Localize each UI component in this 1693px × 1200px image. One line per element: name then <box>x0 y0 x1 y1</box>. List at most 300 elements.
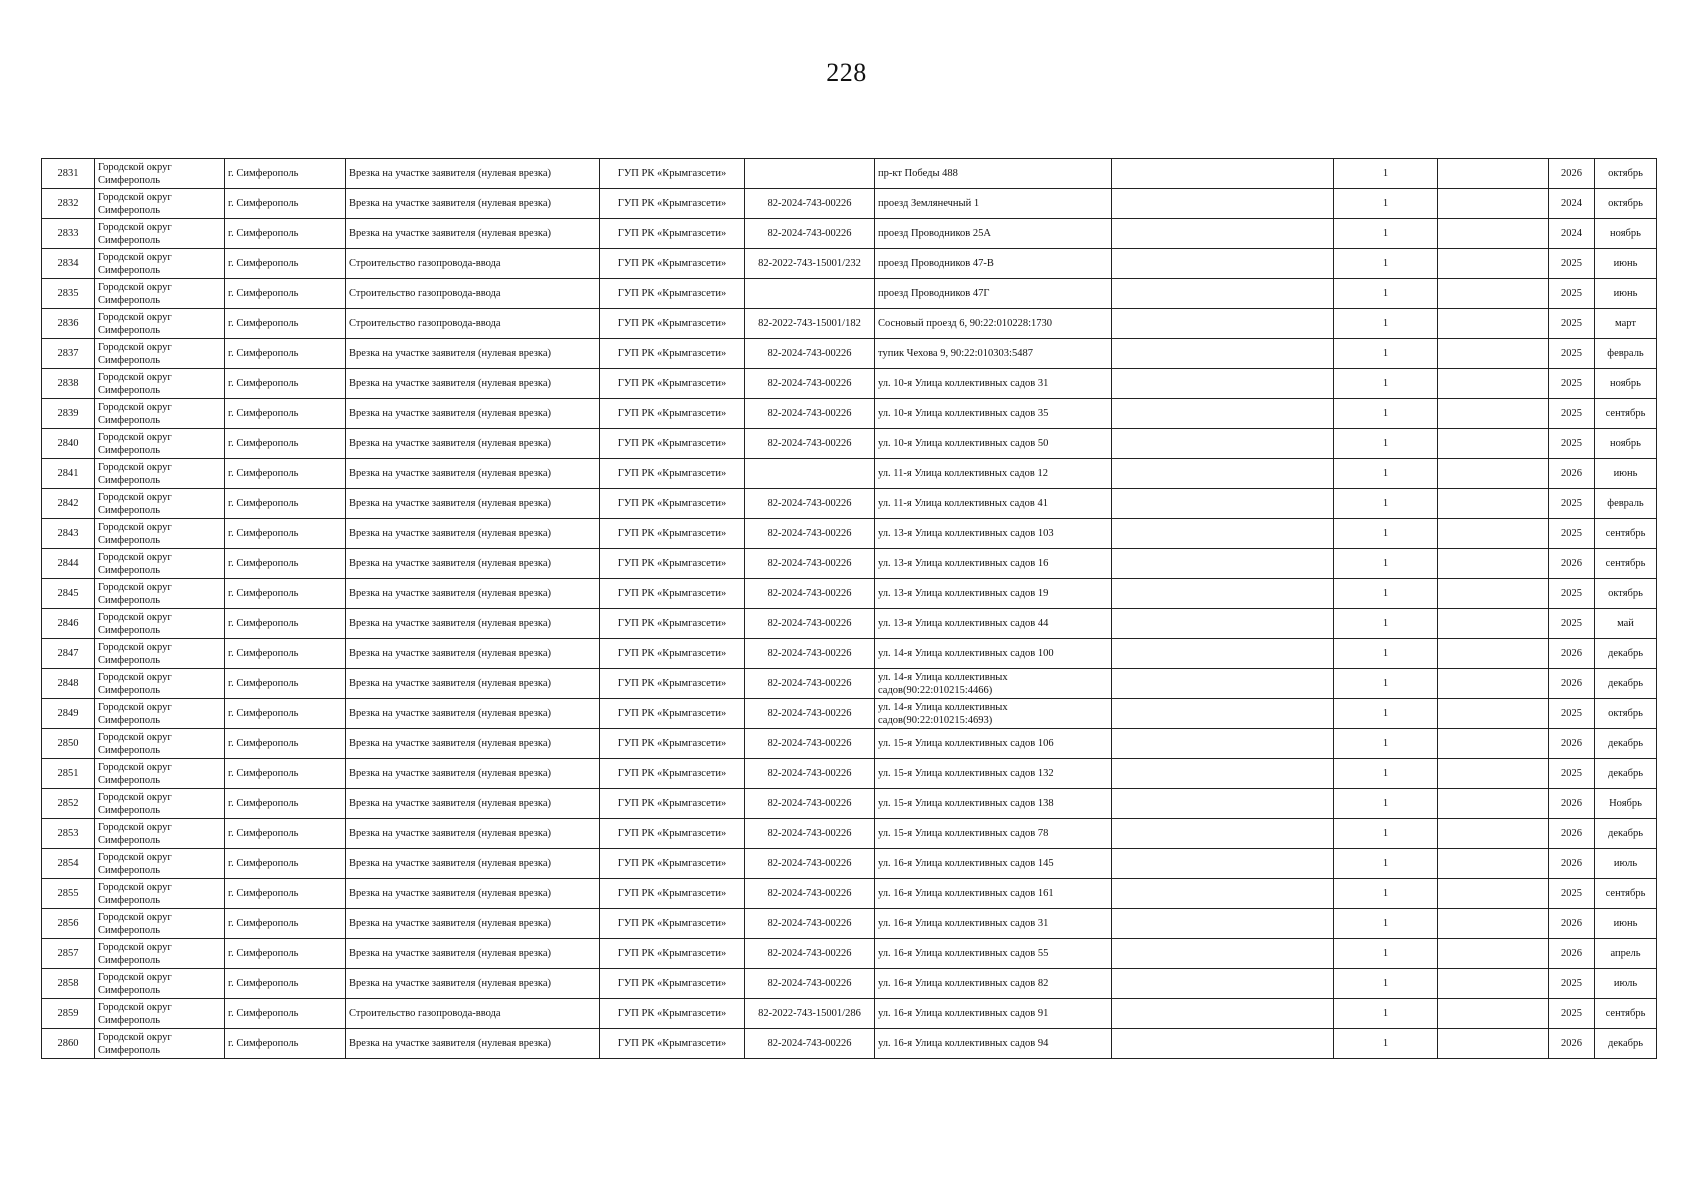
document-number-cell: 82-2024-743-00226 <box>745 609 875 639</box>
count-cell: 1 <box>1334 939 1438 969</box>
district-cell: Городской округ Симферополь <box>95 699 225 729</box>
city-cell: г. Симферополь <box>225 339 346 369</box>
address-cell: ул. 10-я Улица коллективных садов 35 <box>875 399 1112 429</box>
month-cell: сентябрь <box>1595 519 1657 549</box>
city-cell: г. Симферополь <box>225 819 346 849</box>
district-cell: Городской округ Симферополь <box>95 279 225 309</box>
year-cell: 2025 <box>1549 399 1595 429</box>
count-cell: 1 <box>1334 219 1438 249</box>
organization-cell: ГУП РК «Крымгазсети» <box>600 969 745 999</box>
district-cell: Городской округ Симферополь <box>95 399 225 429</box>
organization-cell: ГУП РК «Крымгазсети» <box>600 729 745 759</box>
work-type-cell: Строительство газопровода-ввода <box>346 999 600 1029</box>
address-cell: проезд Проводников 25А <box>875 219 1112 249</box>
year-cell: 2024 <box>1549 219 1595 249</box>
table-row <box>42 1029 1657 1059</box>
row-number-cell: 2855 <box>42 879 95 909</box>
address-cell: ул. 13-я Улица коллективных садов 44 <box>875 609 1112 639</box>
month-cell: февраль <box>1595 489 1657 519</box>
row-number-cell: 2848 <box>42 669 95 699</box>
empty-cell <box>1438 459 1549 489</box>
work-type-cell: Врезка на участке заявителя (нулевая врезка) <box>346 699 600 729</box>
address-cell: ул. 16-я Улица коллективных садов 82 <box>875 969 1112 999</box>
empty-cell <box>1438 1029 1549 1059</box>
row-number-cell: 2846 <box>42 609 95 639</box>
empty-cell <box>1438 699 1549 729</box>
district-cell: Городской округ Симферополь <box>95 909 225 939</box>
organization-cell: ГУП РК «Крымгазсети» <box>600 429 745 459</box>
city-cell: г. Симферополь <box>225 459 346 489</box>
district-cell: Городской округ Симферополь <box>95 879 225 909</box>
row-number-cell: 2856 <box>42 909 95 939</box>
document-number-cell: 82-2024-743-00226 <box>745 759 875 789</box>
count-cell: 1 <box>1334 609 1438 639</box>
empty-cell <box>1112 759 1334 789</box>
empty-cell <box>1438 789 1549 819</box>
empty-cell <box>1438 909 1549 939</box>
table-row <box>42 429 1657 459</box>
month-cell: май <box>1595 609 1657 639</box>
table-row <box>42 189 1657 219</box>
month-cell: ноябрь <box>1595 369 1657 399</box>
work-type-cell: Врезка на участке заявителя (нулевая врезка) <box>346 159 600 189</box>
count-cell: 1 <box>1334 909 1438 939</box>
work-type-cell: Строительство газопровода-ввода <box>346 249 600 279</box>
city-cell: г. Симферополь <box>225 579 346 609</box>
work-type-cell: Врезка на участке заявителя (нулевая врезка) <box>346 189 600 219</box>
row-number-cell: 2859 <box>42 999 95 1029</box>
empty-cell <box>1438 519 1549 549</box>
year-cell: 2025 <box>1549 339 1595 369</box>
month-cell: октябрь <box>1595 189 1657 219</box>
month-cell: декабрь <box>1595 819 1657 849</box>
work-type-cell: Врезка на участке заявителя (нулевая врезка) <box>346 609 600 639</box>
count-cell: 1 <box>1334 459 1438 489</box>
document-number-cell: 82-2024-743-00226 <box>745 729 875 759</box>
district-cell: Городской округ Симферополь <box>95 939 225 969</box>
table-row <box>42 459 1657 489</box>
address-cell: ул. 16-я Улица коллективных садов 161 <box>875 879 1112 909</box>
year-cell: 2025 <box>1549 429 1595 459</box>
row-number-cell: 2852 <box>42 789 95 819</box>
year-cell: 2025 <box>1549 759 1595 789</box>
organization-cell: ГУП РК «Крымгазсети» <box>600 609 745 639</box>
month-cell: октябрь <box>1595 579 1657 609</box>
count-cell: 1 <box>1334 879 1438 909</box>
district-cell: Городской округ Симферополь <box>95 339 225 369</box>
address-cell: Сосновый проезд 6, 90:22:010228:1730 <box>875 309 1112 339</box>
count-cell: 1 <box>1334 969 1438 999</box>
row-number-cell: 2834 <box>42 249 95 279</box>
work-type-cell: Врезка на участке заявителя (нулевая врезка) <box>346 819 600 849</box>
empty-cell <box>1438 309 1549 339</box>
address-cell: ул. 10-я Улица коллективных садов 50 <box>875 429 1112 459</box>
row-number-cell: 2841 <box>42 459 95 489</box>
table-row <box>42 339 1657 369</box>
row-number-cell: 2854 <box>42 849 95 879</box>
month-cell: сентябрь <box>1595 549 1657 579</box>
work-type-cell: Врезка на участке заявителя (нулевая врезка) <box>346 339 600 369</box>
month-cell: март <box>1595 309 1657 339</box>
empty-cell <box>1112 159 1334 189</box>
district-cell: Городской округ Симферополь <box>95 249 225 279</box>
work-type-cell: Строительство газопровода-ввода <box>346 279 600 309</box>
count-cell: 1 <box>1334 1029 1438 1059</box>
year-cell: 2026 <box>1549 819 1595 849</box>
table-row <box>42 999 1657 1029</box>
month-cell: июнь <box>1595 249 1657 279</box>
table-row <box>42 789 1657 819</box>
month-cell: декабрь <box>1595 1029 1657 1059</box>
organization-cell: ГУП РК «Крымгазсети» <box>600 339 745 369</box>
address-cell: ул. 14-я Улица коллективных садов(90:22:010215:4466) <box>875 669 1112 699</box>
address-cell: проезд Землянечный 1 <box>875 189 1112 219</box>
month-cell: декабрь <box>1595 639 1657 669</box>
table-row <box>42 639 1657 669</box>
city-cell: г. Симферополь <box>225 549 346 579</box>
work-type-cell: Строительство газопровода-ввода <box>346 309 600 339</box>
address-cell: ул. 13-я Улица коллективных садов 19 <box>875 579 1112 609</box>
month-cell: июль <box>1595 969 1657 999</box>
month-cell: сентябрь <box>1595 399 1657 429</box>
month-cell: сентябрь <box>1595 879 1657 909</box>
year-cell: 2026 <box>1549 789 1595 819</box>
city-cell: г. Симферополь <box>225 279 346 309</box>
address-cell: ул. 16-я Улица коллективных садов 94 <box>875 1029 1112 1059</box>
document-number-cell: 82-2024-743-00226 <box>745 189 875 219</box>
empty-cell <box>1112 639 1334 669</box>
work-type-cell: Врезка на участке заявителя (нулевая врезка) <box>346 519 600 549</box>
empty-cell <box>1438 219 1549 249</box>
city-cell: г. Симферополь <box>225 249 346 279</box>
empty-cell <box>1438 189 1549 219</box>
organization-cell: ГУП РК «Крымгазсети» <box>600 1029 745 1059</box>
document-number-cell: 82-2024-743-00226 <box>745 339 875 369</box>
empty-cell <box>1438 159 1549 189</box>
empty-cell <box>1112 249 1334 279</box>
work-type-cell: Врезка на участке заявителя (нулевая врезка) <box>346 789 600 819</box>
empty-cell <box>1112 279 1334 309</box>
city-cell: г. Симферополь <box>225 219 346 249</box>
count-cell: 1 <box>1334 339 1438 369</box>
organization-cell: ГУП РК «Крымгазсети» <box>600 759 745 789</box>
row-number-cell: 2839 <box>42 399 95 429</box>
address-cell: ул. 16-я Улица коллективных садов 145 <box>875 849 1112 879</box>
district-cell: Городской округ Симферополь <box>95 969 225 999</box>
row-number-cell: 2832 <box>42 189 95 219</box>
empty-cell <box>1112 729 1334 759</box>
organization-cell: ГУП РК «Крымгазсети» <box>600 789 745 819</box>
city-cell: г. Симферополь <box>225 189 346 219</box>
address-cell: проезд Проводников 47-В <box>875 249 1112 279</box>
table-row <box>42 579 1657 609</box>
count-cell: 1 <box>1334 429 1438 459</box>
address-cell: тупик Чехова 9, 90:22:010303:5487 <box>875 339 1112 369</box>
district-cell: Городской округ Симферополь <box>95 429 225 459</box>
empty-cell <box>1438 849 1549 879</box>
count-cell: 1 <box>1334 819 1438 849</box>
city-cell: г. Симферополь <box>225 399 346 429</box>
year-cell: 2026 <box>1549 729 1595 759</box>
document-number-cell: 82-2024-743-00226 <box>745 549 875 579</box>
month-cell: октябрь <box>1595 159 1657 189</box>
empty-cell <box>1438 249 1549 279</box>
year-cell: 2026 <box>1549 1029 1595 1059</box>
year-cell: 2026 <box>1549 159 1595 189</box>
district-cell: Городской округ Симферополь <box>95 189 225 219</box>
empty-cell <box>1112 399 1334 429</box>
page-number: 228 <box>826 58 867 87</box>
empty-cell <box>1112 1029 1334 1059</box>
month-cell: июль <box>1595 849 1657 879</box>
address-cell: ул. 13-я Улица коллективных садов 16 <box>875 549 1112 579</box>
document-number-cell: 82-2024-743-00226 <box>745 969 875 999</box>
table-row <box>42 369 1657 399</box>
organization-cell: ГУП РК «Крымгазсети» <box>600 879 745 909</box>
work-type-cell: Врезка на участке заявителя (нулевая врезка) <box>346 429 600 459</box>
table-row <box>42 819 1657 849</box>
district-cell: Городской округ Симферополь <box>95 669 225 699</box>
district-cell: Городской округ Симферополь <box>95 519 225 549</box>
document-number-cell: 82-2024-743-00226 <box>745 639 875 669</box>
city-cell: г. Симферополь <box>225 519 346 549</box>
empty-cell <box>1438 939 1549 969</box>
organization-cell: ГУП РК «Крымгазсети» <box>600 489 745 519</box>
organization-cell: ГУП РК «Крымгазсети» <box>600 579 745 609</box>
address-cell: ул. 16-я Улица коллективных садов 31 <box>875 909 1112 939</box>
row-number-cell: 2850 <box>42 729 95 759</box>
year-cell: 2024 <box>1549 189 1595 219</box>
table-row <box>42 159 1657 189</box>
row-number-cell: 2836 <box>42 309 95 339</box>
work-type-cell: Врезка на участке заявителя (нулевая врезка) <box>346 399 600 429</box>
row-number-cell: 2838 <box>42 369 95 399</box>
year-cell: 2025 <box>1549 309 1595 339</box>
year-cell: 2025 <box>1549 249 1595 279</box>
month-cell: октябрь <box>1595 699 1657 729</box>
document-number-cell: 82-2024-743-00226 <box>745 819 875 849</box>
organization-cell: ГУП РК «Крымгазсети» <box>600 219 745 249</box>
table-row <box>42 699 1657 729</box>
document-number-cell: 82-2024-743-00226 <box>745 219 875 249</box>
district-cell: Городской округ Симферополь <box>95 639 225 669</box>
year-cell: 2026 <box>1549 549 1595 579</box>
work-type-cell: Врезка на участке заявителя (нулевая врезка) <box>346 729 600 759</box>
work-type-cell: Врезка на участке заявителя (нулевая врезка) <box>346 879 600 909</box>
empty-cell <box>1112 429 1334 459</box>
empty-cell <box>1438 759 1549 789</box>
count-cell: 1 <box>1334 729 1438 759</box>
table-row <box>42 669 1657 699</box>
district-cell: Городской округ Симферополь <box>95 729 225 759</box>
count-cell: 1 <box>1334 759 1438 789</box>
year-cell: 2025 <box>1549 999 1595 1029</box>
year-cell: 2026 <box>1549 669 1595 699</box>
work-type-cell: Врезка на участке заявителя (нулевая врезка) <box>346 639 600 669</box>
city-cell: г. Симферополь <box>225 609 346 639</box>
document-number-cell <box>745 159 875 189</box>
document-number-cell: 82-2024-743-00226 <box>745 369 875 399</box>
city-cell: г. Симферополь <box>225 309 346 339</box>
table-row <box>42 909 1657 939</box>
empty-cell <box>1112 609 1334 639</box>
empty-cell <box>1438 969 1549 999</box>
organization-cell: ГУП РК «Крымгазсети» <box>600 699 745 729</box>
document-number-cell: 82-2024-743-00226 <box>745 1029 875 1059</box>
table-row <box>42 939 1657 969</box>
count-cell: 1 <box>1334 489 1438 519</box>
city-cell: г. Симферополь <box>225 489 346 519</box>
empty-cell <box>1112 309 1334 339</box>
year-cell: 2026 <box>1549 639 1595 669</box>
document-number-cell <box>745 279 875 309</box>
district-cell: Городской округ Симферополь <box>95 819 225 849</box>
address-cell: ул. 13-я Улица коллективных садов 103 <box>875 519 1112 549</box>
organization-cell: ГУП РК «Крымгазсети» <box>600 909 745 939</box>
city-cell: г. Симферополь <box>225 639 346 669</box>
organization-cell: ГУП РК «Крымгазсети» <box>600 159 745 189</box>
count-cell: 1 <box>1334 699 1438 729</box>
district-cell: Городской округ Симферополь <box>95 219 225 249</box>
empty-cell <box>1112 909 1334 939</box>
work-type-cell: Врезка на участке заявителя (нулевая врезка) <box>346 669 600 699</box>
work-type-cell: Врезка на участке заявителя (нулевая врезка) <box>346 1029 600 1059</box>
city-cell: г. Симферополь <box>225 759 346 789</box>
city-cell: г. Симферополь <box>225 729 346 759</box>
month-cell: апрель <box>1595 939 1657 969</box>
work-type-cell: Врезка на участке заявителя (нулевая врезка) <box>346 369 600 399</box>
empty-cell <box>1112 369 1334 399</box>
document-number-cell: 82-2024-743-00226 <box>745 789 875 819</box>
district-cell: Городской округ Симферополь <box>95 999 225 1029</box>
row-number-cell: 2844 <box>42 549 95 579</box>
document-number-cell: 82-2024-743-00226 <box>745 909 875 939</box>
count-cell: 1 <box>1334 519 1438 549</box>
month-cell: ноябрь <box>1595 219 1657 249</box>
empty-cell <box>1438 399 1549 429</box>
district-cell: Городской округ Симферополь <box>95 759 225 789</box>
table-row <box>42 489 1657 519</box>
count-cell: 1 <box>1334 639 1438 669</box>
empty-cell <box>1112 699 1334 729</box>
year-cell: 2025 <box>1549 969 1595 999</box>
empty-cell <box>1438 489 1549 519</box>
empty-cell <box>1438 879 1549 909</box>
work-type-cell: Врезка на участке заявителя (нулевая врезка) <box>346 939 600 969</box>
empty-cell <box>1112 819 1334 849</box>
empty-cell <box>1438 639 1549 669</box>
empty-cell <box>1112 999 1334 1029</box>
year-cell: 2026 <box>1549 849 1595 879</box>
empty-cell <box>1112 669 1334 699</box>
empty-cell <box>1438 549 1549 579</box>
table-row <box>42 609 1657 639</box>
month-cell: Ноябрь <box>1595 789 1657 819</box>
count-cell: 1 <box>1334 159 1438 189</box>
organization-cell: ГУП РК «Крымгазсети» <box>600 249 745 279</box>
district-cell: Городской округ Симферополь <box>95 609 225 639</box>
gasification-registry-table <box>41 158 1657 1059</box>
count-cell: 1 <box>1334 309 1438 339</box>
year-cell: 2025 <box>1549 579 1595 609</box>
address-cell: ул. 14-я Улица коллективных садов(90:22:010215:4693) <box>875 699 1112 729</box>
address-cell: ул. 15-я Улица коллективных садов 106 <box>875 729 1112 759</box>
table-row <box>42 279 1657 309</box>
row-number-cell: 2837 <box>42 339 95 369</box>
count-cell: 1 <box>1334 549 1438 579</box>
empty-cell <box>1438 579 1549 609</box>
city-cell: г. Симферополь <box>225 159 346 189</box>
work-type-cell: Врезка на участке заявителя (нулевая врезка) <box>346 549 600 579</box>
city-cell: г. Симферополь <box>225 879 346 909</box>
document-number-cell: 82-2024-743-00226 <box>745 519 875 549</box>
empty-cell <box>1112 519 1334 549</box>
address-cell: ул. 14-я Улица коллективных садов 100 <box>875 639 1112 669</box>
count-cell: 1 <box>1334 999 1438 1029</box>
empty-cell <box>1112 459 1334 489</box>
document-number-cell: 82-2024-743-00226 <box>745 939 875 969</box>
work-type-cell: Врезка на участке заявителя (нулевая врезка) <box>346 489 600 519</box>
row-number-cell: 2857 <box>42 939 95 969</box>
city-cell: г. Симферополь <box>225 969 346 999</box>
count-cell: 1 <box>1334 579 1438 609</box>
organization-cell: ГУП РК «Крымгазсети» <box>600 189 745 219</box>
organization-cell: ГУП РК «Крымгазсети» <box>600 279 745 309</box>
district-cell: Городской округ Симферополь <box>95 309 225 339</box>
empty-cell <box>1112 939 1334 969</box>
address-cell: пр-кт Победы 488 <box>875 159 1112 189</box>
count-cell: 1 <box>1334 279 1438 309</box>
district-cell: Городской округ Симферополь <box>95 579 225 609</box>
organization-cell: ГУП РК «Крымгазсети» <box>600 369 745 399</box>
address-cell: проезд Проводников 47Г <box>875 279 1112 309</box>
document-number-cell: 82-2024-743-00226 <box>745 849 875 879</box>
document-number-cell: 82-2024-743-00226 <box>745 879 875 909</box>
empty-cell <box>1438 279 1549 309</box>
address-cell: ул. 11-я Улица коллективных садов 12 <box>875 459 1112 489</box>
address-cell: ул. 11-я Улица коллективных садов 41 <box>875 489 1112 519</box>
address-cell: ул. 15-я Улица коллективных садов 132 <box>875 759 1112 789</box>
month-cell: июнь <box>1595 459 1657 489</box>
year-cell: 2025 <box>1549 279 1595 309</box>
work-type-cell: Врезка на участке заявителя (нулевая врезка) <box>346 579 600 609</box>
row-number-cell: 2833 <box>42 219 95 249</box>
empty-cell <box>1438 429 1549 459</box>
city-cell: г. Симферополь <box>225 789 346 819</box>
year-cell: 2026 <box>1549 909 1595 939</box>
address-cell: ул. 10-я Улица коллективных садов 31 <box>875 369 1112 399</box>
organization-cell: ГУП РК «Крымгазсети» <box>600 999 745 1029</box>
document-number-cell: 82-2022-743-15001/182 <box>745 309 875 339</box>
month-cell: ноябрь <box>1595 429 1657 459</box>
empty-cell <box>1438 729 1549 759</box>
row-number-cell: 2842 <box>42 489 95 519</box>
organization-cell: ГУП РК «Крымгазсети» <box>600 669 745 699</box>
year-cell: 2025 <box>1549 489 1595 519</box>
row-number-cell: 2847 <box>42 639 95 669</box>
row-number-cell: 2835 <box>42 279 95 309</box>
organization-cell: ГУП РК «Крымгазсети» <box>600 819 745 849</box>
city-cell: г. Симферополь <box>225 429 346 459</box>
empty-cell <box>1438 609 1549 639</box>
year-cell: 2025 <box>1549 879 1595 909</box>
city-cell: г. Симферополь <box>225 699 346 729</box>
document-number-cell: 82-2022-743-15001/286 <box>745 999 875 1029</box>
year-cell: 2025 <box>1549 699 1595 729</box>
work-type-cell: Врезка на участке заявителя (нулевая врезка) <box>346 909 600 939</box>
month-cell: июнь <box>1595 909 1657 939</box>
empty-cell <box>1112 219 1334 249</box>
